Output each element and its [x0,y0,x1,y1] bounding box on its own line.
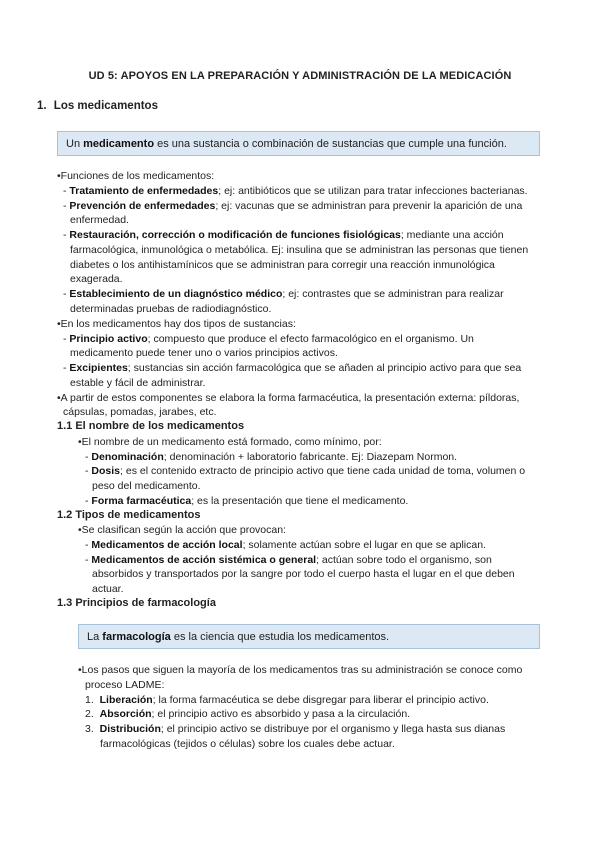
list-item: - Prevención de enfermedades; ej: vacunas que se administran para prevenir la aparición de una [63,200,523,212]
section-heading-1 [37,100,158,112]
item-text: ; compuesto que produce el efecto farmacológico en el organismo. Un [147,333,474,345]
item-bold: Dosis [91,465,121,477]
step-number: 1. [85,694,94,706]
item-continuation: exagerada. [70,273,123,285]
step-bold: Absorción [99,708,152,720]
def-term: farmacología [102,631,171,643]
item-continuation: determinadas pruebas de radiodiagnóstico. [70,303,272,315]
def-text-pre: La [87,631,103,643]
item-continuation: actuar. [92,583,124,595]
step-text: ; la forma farmacéutica se debe disgregar para liberar el principio activo. [152,694,489,706]
item-continuation: enfermedad. [70,214,129,226]
def-term: medicamento [83,138,155,150]
step-number: 3. [85,723,94,735]
item-bold: Restauración, corrección o modificación de funciones fisiológicas [69,229,401,241]
item-text: ; denominación + laboratorio fabricante. Ej: Diazepam Normon. [163,451,458,463]
document-title: UD 5: APOYOS EN LA PREPARACIÓN Y ADMINISTRACIÓN DE LA MEDICACIÓN [88,70,512,82]
list-item: - Dosis; es el contenido extracto de principio activo que tiene cada unidad de toma, volumen o [85,465,526,477]
item-text: ; ej: antibióticos que se utilizan para tratar infecciones bacterianas. [218,185,528,197]
step-bold: Liberación [99,694,153,706]
item-text: ; ej: contrastes que se administran para realizar [282,288,504,300]
item-text: ; sustancias sin acción farmacológica que se añaden al principio activo para que sea [127,362,522,374]
definition-box-medicamento [57,131,540,156]
item-continuation: absorbidos y transportados por la sangre por todo el cuerpo hasta el lugar en el que deben [92,568,515,580]
list-item: - Tratamiento de enfermedades; ej: antibióticos que se utilizan para tratar infecciones bacterianas. [63,185,528,197]
sustancias-intro: •En los medicamentos hay dos tipos de sustancias: [57,318,296,330]
sec11-intro: •El nombre de un medicamento está formado, como mínimo, por: [78,436,382,448]
item-continuation: medicamento puede tener uno o varios principios activos. [70,347,338,359]
item-text: ; actúan sobre todo el organismo, son [316,554,492,566]
item-bold: Establecimiento de un diagnóstico médico [69,288,283,300]
item-continuation: peso del medicamento. [92,480,201,492]
definition-box-farmacologia [78,624,540,649]
item-continuation: estable y fácil de administrar. [70,377,206,389]
forma-paragraph-line2: cápsulas, pomadas, jarabes, etc. [63,406,217,418]
funciones-intro: •Funciones de los medicamentos: [57,170,215,182]
item-continuation: farmacológica, inmunológica o metabólica. Ej: insulina que se administran las personas que tienen [70,244,529,256]
item-text: ; mediante una acción [400,229,504,241]
list-item: - Medicamentos de acción local; solamente actúan sobre el lugar en que se aplican. [85,539,486,551]
ladme-step [85,722,505,737]
def-text-post: es la ciencia que estudia los medicamentos. [170,631,390,643]
step-continuation: farmacológicas (tejidos o células) sobre los cuales debe actuar. [100,738,395,750]
item-text: ; es la presentación que tiene el medicamento. [191,495,409,507]
list-item: - Excipientes; sustancias sin acción farmacológica que se añaden al principio activo para que sea [63,362,522,374]
ladme-step [85,693,489,708]
list-item: - Principio activo; compuesto que produce el efecto farmacológico en el organismo. Un [63,333,474,345]
item-continuation: diabetes o los antihistamínicos que se administran para corregir una reacción inmunológica [70,259,495,271]
list-item: - Establecimiento de un diagnóstico médico; ej: contrastes que se administran para realizar [63,288,504,300]
list-item: - Forma farmacéutica; es la presentación que tiene el medicamento. [85,495,409,507]
forma-paragraph-line1: •A partir de estos componentes se elabora la forma farmacéutica, la presentación externa: píldoras, [57,392,520,404]
item-bold: Tratamiento de enfermedades [69,185,219,197]
section-number: 1. [37,100,47,112]
step-text: ; el principio activo se distribuye por el organismo y llega hasta sus dianas [160,723,506,735]
item-text: ; ej: vacunas que se administran para prevenir la aparición de una [215,200,523,212]
sec12-intro: •Se clasifican según la acción que provocan: [78,524,286,536]
item-bold: Excipientes [69,362,128,374]
item-bold: Principio activo [69,333,148,345]
def-text-post: es una sustancia o combinación de sustancias que cumple una función. [154,138,507,150]
item-bold: Denominación [91,451,164,463]
list-item: - Medicamentos de acción sistémica o general; actúan sobre todo el organismo, son [85,554,492,566]
list-item: - Restauración, corrección o modificación de funciones fisiológicas; mediante una acción [63,229,504,241]
item-text: ; es el contenido extracto de principio activo que tiene cada unidad de toma, volumen o [120,465,526,477]
item-bold: Prevención de enfermedades [69,200,216,212]
section-label: Los medicamentos [53,100,158,112]
def-text-pre: Un [66,138,84,150]
item-bold: Medicamentos de acción sistémica o general [91,554,317,566]
ladme-intro-line1: •Los pasos que siguen la mayoría de los medicamentos tras su administración se conoce como [78,664,523,676]
step-bold: Distribución [99,723,161,735]
step-text: ; el principio activo es absorbido y pasa a la circulación. [151,708,411,720]
ladme-intro-line2: proceso LADME: [85,679,165,691]
item-bold: Medicamentos de acción local [91,539,243,551]
subsection-heading-1-3: 1.3 Principios de farmacología [57,597,216,609]
subsection-heading-1-2: 1.2 Tipos de medicamentos [57,509,201,521]
item-bold: Forma farmacéutica [91,495,192,507]
item-text: ; solamente actúan sobre el lugar en que se aplican. [242,539,486,551]
list-item: - Denominación; denominación + laboratorio fabricante. Ej: Diazepam Normon. [85,451,458,463]
ladme-step [85,707,410,722]
step-number: 2. [85,708,94,720]
subsection-heading-1-1: 1.1 El nombre de los medicamentos [57,420,245,432]
